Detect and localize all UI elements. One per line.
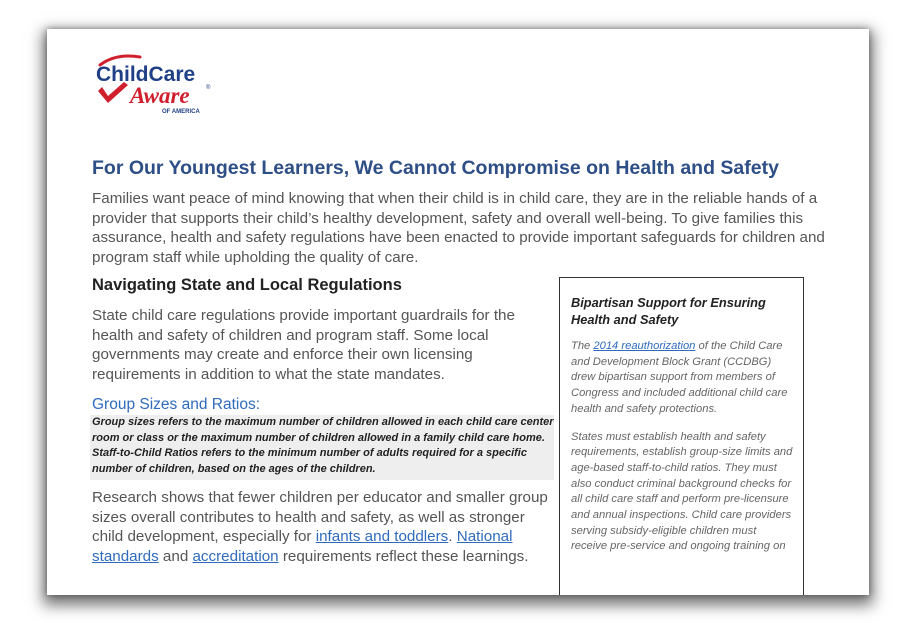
bipartisan-sidebar (559, 277, 804, 595)
sidebar-paragraph-2: States must establish health and safety requirements, establish group-size limits and age-based staff-to-child ratios. They must also conduct criminal background checks for all child care staff and perform pre-licensure and annual inspections. Child care providers serving subsidy-eligible children must receive pre-service and ongoing training on (571, 430, 793, 553)
sidebar-p1-pre: The (571, 340, 594, 352)
section-heading-regulations: Navigating State and Local Regulations (92, 276, 402, 294)
sidebar-title: Bipartisan Support for Ensuring Health and Safety (571, 295, 766, 327)
logo-line2: Aware (130, 83, 190, 108)
link-national-standards[interactable]: National standards (92, 528, 513, 565)
intro-paragraph: Families want peace of mind knowing that when their child is in child care, they are in the reliable hands of a provider that supports their child’s healthy development, safety and overall well-being. To give families this assurance, health and safety regulations have been enacted to provide important safeguards for children and program staff while upholding the quality of care. (92, 190, 825, 266)
logo-line1: ChildCare (96, 63, 196, 86)
research-text-3: and (158, 547, 193, 565)
sidebar-paragraph-1 (571, 339, 793, 418)
logo-line3: OF AMERICA (162, 109, 200, 115)
document-page (47, 29, 869, 595)
definition-text: Group sizes refers to the maximum number of children allowed in each child care center room or class or the maximum number of children allowed in a family child care home. Staff-to-Child Ratios refers to the minimum number of adults required for a specific number of children, based on the ages of the children. (92, 416, 554, 475)
logo-graphic (92, 51, 232, 123)
sidebar-p1-post: of the Child Care and Development Block Grant (CCDBG) drew bipartisan support from members of Congress and included additional child care health and safety protections. (571, 340, 788, 415)
regulations-paragraph: State child care regulations provide important guardrails for the health and safety of children and program staff. Some local governments may create and enforce their own licensing requirements in addition to what the state mandates. (92, 307, 515, 383)
research-paragraph (92, 488, 552, 566)
childcare-aware-logo (92, 51, 232, 123)
link-accreditation[interactable]: accreditation (192, 547, 279, 565)
logo-registered: ® (206, 85, 211, 91)
research-text-1: Research shows that fewer children per educator and smaller group sizes overall contributes to health and safety, as well as stronger child development, especially for (92, 489, 548, 545)
page-title: For Our Youngest Learners, We Cannot Compromise on Health and Safety (92, 157, 779, 179)
research-text-4: requirements reflect these learnings. (278, 547, 529, 565)
definition-callout (90, 415, 554, 480)
link-infants-toddlers[interactable]: infants and toddlers (315, 528, 449, 545)
subheading-group-sizes: Group Sizes and Ratios: (92, 396, 261, 413)
research-text-2: . (448, 528, 457, 545)
link-2014-reauthorization[interactable]: 2014 reauthorization (593, 340, 696, 352)
